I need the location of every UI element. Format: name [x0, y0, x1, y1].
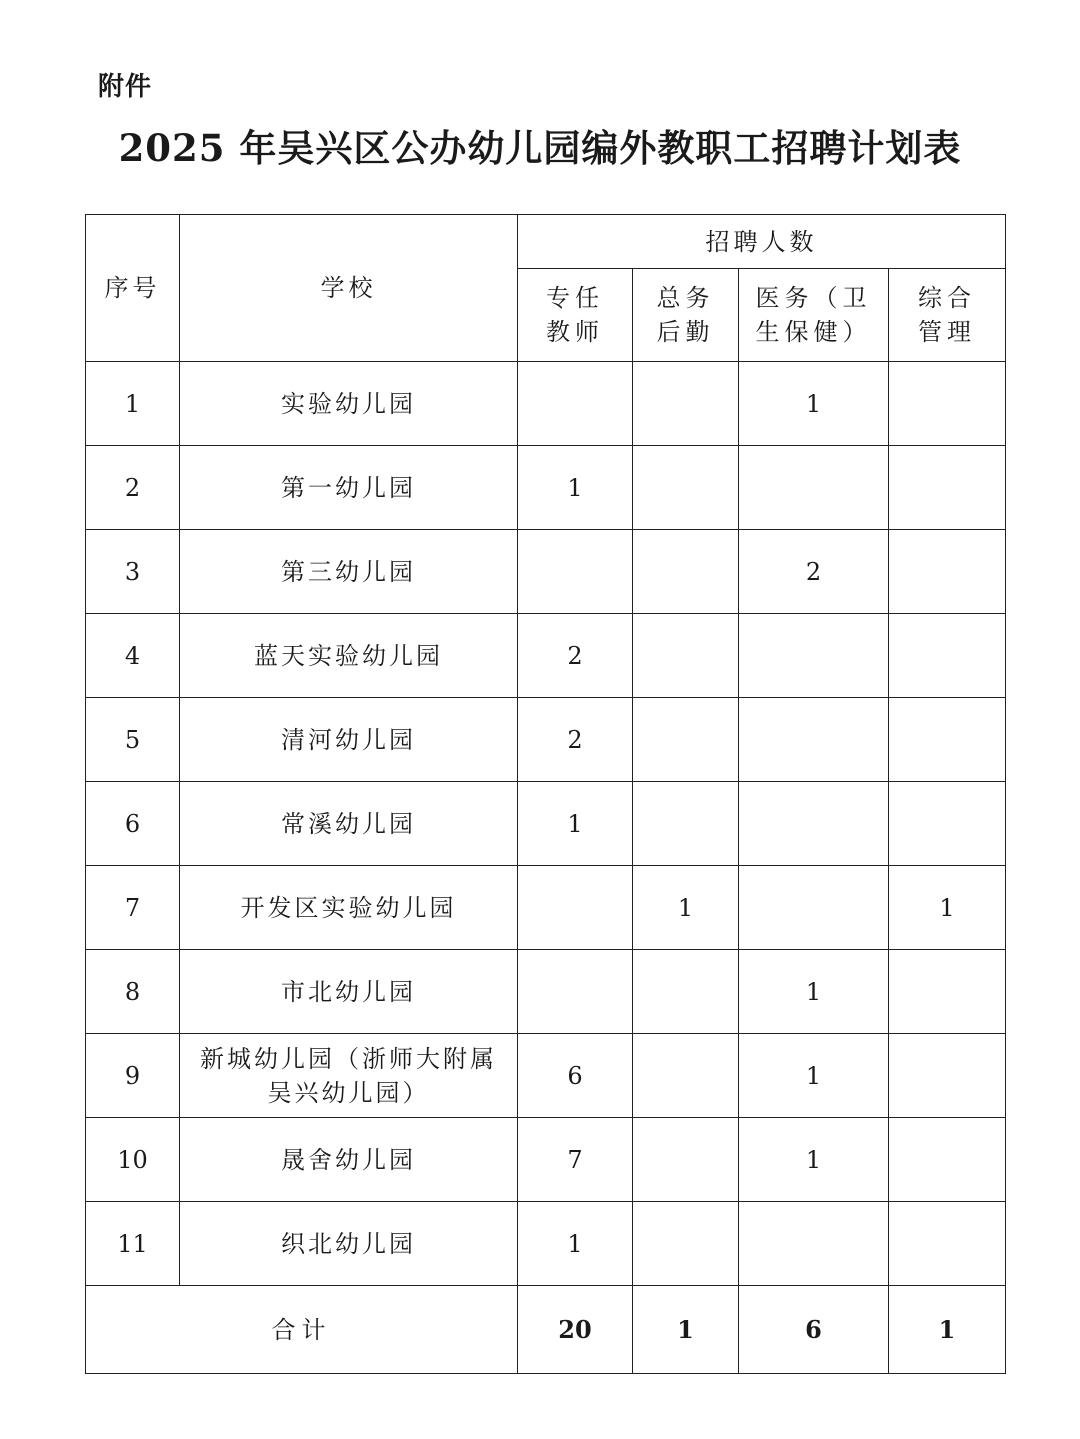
- row-school: 蓝天实验幼儿园: [180, 614, 518, 698]
- row-medical: [739, 614, 889, 698]
- row-school: 第三幼儿园: [180, 530, 518, 614]
- header-admin-line1: 综合: [918, 284, 976, 312]
- table-row: [86, 782, 1006, 866]
- row-school: 晟舍幼儿园: [180, 1118, 518, 1202]
- row-teacher: 2: [518, 614, 633, 698]
- row-school: 实验幼儿园: [180, 362, 518, 446]
- header-teacher: [518, 269, 633, 362]
- row-admin: [889, 530, 1006, 614]
- header-logistics-line2: 后勤: [656, 318, 715, 346]
- row-no: 1: [86, 362, 180, 446]
- row-medical: [739, 1202, 889, 1286]
- row-no: 5: [86, 698, 180, 782]
- row-logistics: [633, 1034, 739, 1118]
- row-logistics: [633, 698, 739, 782]
- table-row: [86, 1034, 1006, 1118]
- row-admin: [889, 782, 1006, 866]
- header-teacher-line1: 专任: [546, 284, 604, 312]
- row-logistics: [633, 530, 739, 614]
- attachment-label: 附件: [98, 72, 153, 102]
- row-school: 新城幼儿园（浙师大附属吴兴幼儿园）: [180, 1034, 518, 1118]
- row-medical: 1: [739, 1034, 889, 1118]
- row-no: 7: [86, 866, 180, 950]
- row-no: 8: [86, 950, 180, 1034]
- row-teacher: 2: [518, 698, 633, 782]
- row-logistics: [633, 362, 739, 446]
- header-row-1: [86, 215, 1006, 269]
- row-logistics: [633, 950, 739, 1034]
- row-admin: [889, 698, 1006, 782]
- header-school: 学校: [180, 215, 518, 362]
- table-row: [86, 1202, 1006, 1286]
- row-teacher: [518, 950, 633, 1034]
- total-logistics: 1: [633, 1286, 739, 1374]
- row-teacher: [518, 530, 633, 614]
- header-logistics: [633, 269, 739, 362]
- row-teacher: [518, 866, 633, 950]
- row-logistics: [633, 614, 739, 698]
- row-admin: [889, 446, 1006, 530]
- header-medical: [739, 269, 889, 362]
- row-no: 9: [86, 1034, 180, 1118]
- row-no: 4: [86, 614, 180, 698]
- row-medical: [739, 446, 889, 530]
- table-row: [86, 362, 1006, 446]
- row-school: 织北幼儿园: [180, 1202, 518, 1286]
- row-admin: [889, 1034, 1006, 1118]
- header-recruit-count: 招聘人数: [518, 215, 1006, 269]
- table-row: [86, 698, 1006, 782]
- row-medical: [739, 782, 889, 866]
- row-medical: [739, 698, 889, 782]
- table-row: [86, 1118, 1006, 1202]
- header-medical-line1: 医务（卫: [755, 284, 872, 312]
- total-teacher: 20: [518, 1286, 633, 1374]
- row-teacher: 1: [518, 782, 633, 866]
- row-medical: 2: [739, 530, 889, 614]
- total-row: [86, 1286, 1006, 1374]
- row-admin: [889, 614, 1006, 698]
- row-medical: 1: [739, 362, 889, 446]
- header-admin-line2: 管理: [918, 318, 976, 346]
- row-admin: [889, 1202, 1006, 1286]
- row-medical: 1: [739, 1118, 889, 1202]
- row-no: 11: [86, 1202, 180, 1286]
- row-admin: 1: [889, 866, 1006, 950]
- row-teacher: 1: [518, 446, 633, 530]
- row-school: 第一幼儿园: [180, 446, 518, 530]
- row-school: 开发区实验幼儿园: [180, 866, 518, 950]
- header-no: 序号: [86, 215, 180, 362]
- row-school: 常溪幼儿园: [180, 782, 518, 866]
- row-logistics: [633, 782, 739, 866]
- row-school: 市北幼儿园: [180, 950, 518, 1034]
- row-no: 10: [86, 1118, 180, 1202]
- row-medical: 1: [739, 950, 889, 1034]
- header-admin: [889, 269, 1006, 362]
- row-teacher: [518, 362, 633, 446]
- header-logistics-line1: 总务: [656, 284, 715, 312]
- row-admin: [889, 950, 1006, 1034]
- row-medical: [739, 866, 889, 950]
- row-no: 2: [86, 446, 180, 530]
- row-logistics: [633, 1202, 739, 1286]
- row-teacher: 6: [518, 1034, 633, 1118]
- header-teacher-line2: 教师: [546, 318, 604, 346]
- total-admin: 1: [889, 1286, 1006, 1374]
- row-logistics: [633, 446, 739, 530]
- row-no: 3: [86, 530, 180, 614]
- row-school: 清河幼儿园: [180, 698, 518, 782]
- table-row: [86, 950, 1006, 1034]
- table-row: [86, 446, 1006, 530]
- total-label: 合计: [86, 1286, 518, 1374]
- total-medical: 6: [739, 1286, 889, 1374]
- table-row: [86, 530, 1006, 614]
- row-logistics: [633, 1118, 739, 1202]
- row-admin: [889, 362, 1006, 446]
- row-admin: [889, 1118, 1006, 1202]
- row-logistics: 1: [633, 866, 739, 950]
- table-row: [86, 614, 1006, 698]
- row-no: 6: [86, 782, 180, 866]
- table-row: [86, 866, 1006, 950]
- row-teacher: 1: [518, 1202, 633, 1286]
- header-medical-line2: 生保健）: [755, 318, 872, 346]
- page-title: 2025 年吴兴区公办幼儿园编外教职工招聘计划表: [118, 126, 962, 170]
- row-teacher: 7: [518, 1118, 633, 1202]
- recruitment-plan-table: [85, 214, 1006, 1374]
